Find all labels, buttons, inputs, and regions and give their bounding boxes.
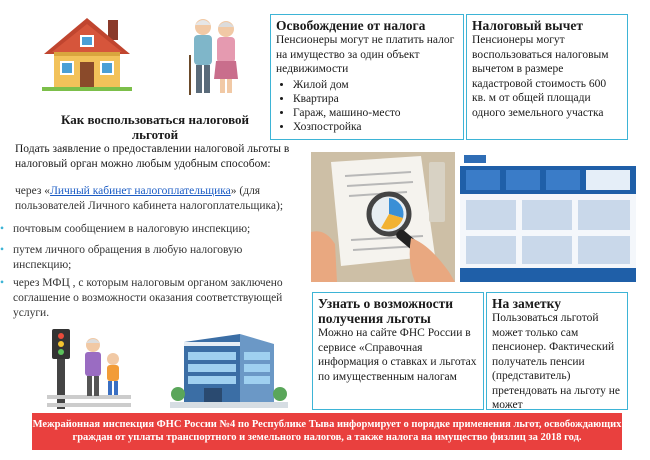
how-to-bullet-mfc: • через МФЦ , с которым налоговым органом заключено соглашение о возможности оказания соответствующей услуги. — [13, 276, 293, 321]
info-banner: Межрайонная инспекция ФНС России №4 по Республике Тыва информирует о порядке применения льгот, освобождающих граждан от уплаты транспортного и земельного налогов, а также налога на имущество физлиц за 2018 год. — [32, 413, 622, 450]
find-out-box — [312, 292, 484, 410]
note-text: Пользоваться льготой может только сам пенсионер. Фактический получатель пенсии (представитель) претендовать на льготу не может — [492, 312, 621, 411]
deduction-box — [466, 14, 628, 140]
exemption-box — [270, 14, 464, 140]
list-item: • Квартира — [293, 92, 458, 106]
list-item: • Гараж, машино-место — [293, 106, 458, 120]
deduction-text: Пенсионеры могут воспользоваться налоговым вычетом в размере кадастровой стоимость 600 кв. м от общей площади одного земельного участка — [472, 34, 609, 119]
office-building-illustration — [170, 328, 288, 408]
via-prefix: через « — [15, 185, 51, 197]
deduction-title: Налоговый вычет — [472, 18, 583, 33]
note-box — [486, 292, 628, 410]
how-to-title: Как воспользоваться налоговой льготой — [60, 112, 250, 142]
note-title: На заметку — [492, 296, 561, 311]
how-to-intro: Подать заявление о предоставлении налоговой льготы в налоговый орган можно любым удобным способом: — [15, 143, 290, 170]
taxpayer-account-link[interactable]: Личный кабинет налогоплательщика — [50, 185, 231, 197]
crosswalk-illustration — [47, 325, 131, 411]
find-out-title: Узнать о возможности получения льготы — [318, 296, 454, 326]
documents-magnifier-photo — [311, 152, 455, 282]
how-to-bullet-mail: • почтовым сообщением в налоговую инспекцию; — [13, 222, 293, 237]
exemption-text: Пенсионеры могут не платить налог на имущество за один объект недвижимости — [276, 34, 455, 75]
how-to-via-account — [15, 184, 305, 214]
exemption-list — [276, 78, 458, 134]
exemption-title: Освобождение от налога — [276, 18, 426, 33]
how-to-bullet-visit: • путем личного обращения в любую налоговую инспекцию; — [13, 243, 293, 273]
pensioners-illustration — [186, 15, 242, 97]
find-out-text: Можно на сайте ФНС России в сервисе «Справочная информация о ставках и льготах по имущественным налогам — [318, 327, 477, 383]
list-item: • Хозпостройка — [293, 120, 458, 134]
via-suffix: » (для пользователей Личного кабинета налогоплательщика); — [15, 185, 284, 212]
fns-website-screenshot — [460, 152, 636, 282]
house-illustration — [38, 12, 136, 92]
list-item: • Жилой дом — [293, 78, 458, 92]
